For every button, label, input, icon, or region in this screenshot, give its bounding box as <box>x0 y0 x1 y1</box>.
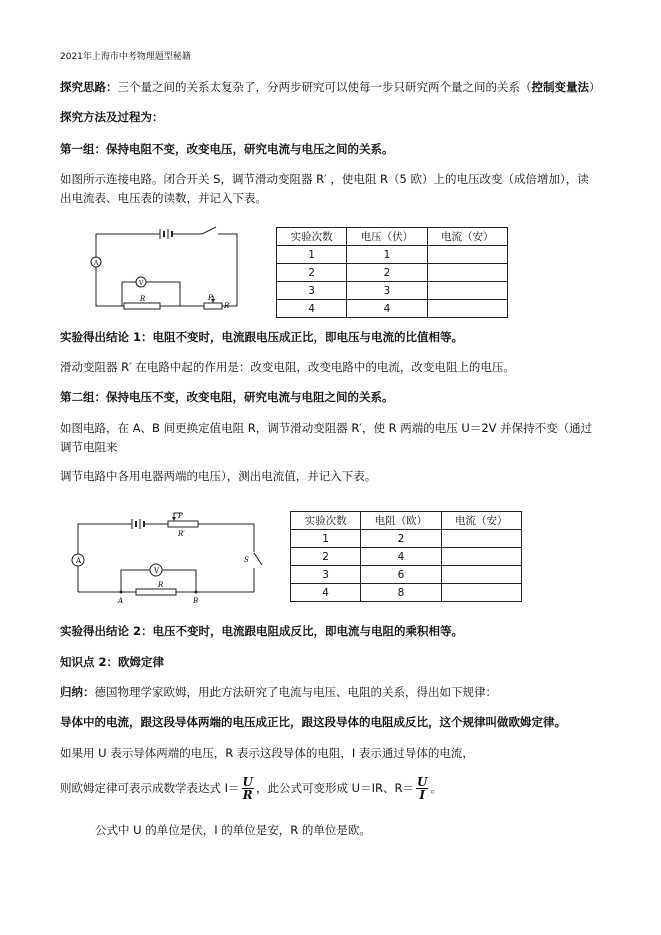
table-cell <box>427 282 507 300</box>
knowledge-point-2: 知识点 2：欧姆定律 <box>60 655 165 669</box>
resistor-icon <box>136 589 176 595</box>
group2-instructions-line1: 如图电路，在 A、B 间更换定值电阻 R，调节滑动变阻器 R′，使 R 两端的电压 U＝2V 并保持不变（通过 <box>60 421 593 435</box>
group1-instructions-line2: 出电流表、电压表的读数，并记入下表。 <box>60 191 267 205</box>
table-cell: 3 <box>277 282 347 300</box>
voltmeter-label: V <box>139 280 144 287</box>
ohms-law-formula <box>60 774 442 802</box>
table-cell: 1 <box>291 530 361 548</box>
table-cell: 2 <box>291 548 361 566</box>
circuit-diagram-2 <box>66 510 270 606</box>
table-cell <box>441 566 521 584</box>
group1-instructions-line1: 如图所示连接电路。闭合开关 S，调节滑动变阻器 R′ ，使电阻 R（5 欧）上的电压改变（成倍增加），读 <box>60 172 589 186</box>
slider-label: P <box>178 512 183 520</box>
table-cell: 4 <box>347 300 427 318</box>
group1-heading: 第一组：保持电阻不变，改变电压，研究电流与电压之间的关系。 <box>60 142 394 156</box>
formula-text-c: 。 <box>430 781 442 795</box>
table-cell: 2 <box>277 264 347 282</box>
fraction-denominator: I <box>419 788 426 802</box>
table-cell <box>427 246 507 264</box>
table-row <box>291 566 522 584</box>
switch-label: S <box>244 556 249 564</box>
fraction-numerator: U <box>242 775 254 789</box>
point-a-label: A <box>118 597 124 605</box>
fraction-denominator: R <box>242 788 253 802</box>
table-cell: 4 <box>277 300 347 318</box>
table-cell: 2 <box>361 530 441 548</box>
rheostat-icon <box>168 521 198 527</box>
table-cell: 1 <box>277 246 347 264</box>
table-header: 电压（伏） <box>347 228 427 246</box>
research-idea-label: 探究思路： <box>60 80 118 94</box>
table-cell: 3 <box>291 566 361 584</box>
table-header: 电阻（欧） <box>361 512 441 530</box>
table-row <box>277 264 508 282</box>
voltmeter-label: V <box>154 567 160 575</box>
summary-text: 德国物理学家欧姆，用此方法研究了电流与电压、电阻的关系，得出如下规律： <box>94 685 497 699</box>
table-cell: 3 <box>347 282 427 300</box>
table-header: 电流（安） <box>427 228 507 246</box>
fraction-u-over-r <box>242 776 254 801</box>
formula-text-b: ，此公式可变形成 U＝IR、R＝ <box>256 781 414 795</box>
fraction-u-over-i <box>416 776 428 801</box>
formula-text-a: 则欧姆定律可表示成数学表达式 I＝ <box>60 781 240 795</box>
fraction-numerator: U <box>416 775 428 789</box>
table-row <box>277 300 508 318</box>
research-idea-text: 三个量之间的关系太复杂了，分两步研究可以使每一步只研究两个量之间的关系（ <box>117 80 532 94</box>
rheostat-role: 滑动变阻器 R′ 在电路中起的作用是：改变电阻，改变电路中的电流，改变电阻上的电压。 <box>60 360 515 374</box>
table-header: 实验次数 <box>277 228 347 246</box>
table-cell: 2 <box>347 264 427 282</box>
table-cell: 6 <box>361 566 441 584</box>
symbol-definitions: 如果用 U 表示导体两端的电压，R 表示这段导体的电阻，I 表示通过导体的电流， <box>60 746 474 760</box>
summary-label: 归纳： <box>60 685 95 699</box>
ammeter-label: A <box>76 557 82 565</box>
group2-instructions-line2: 调节电阻来 <box>60 440 118 454</box>
table-row <box>291 530 522 548</box>
conclusion-1: 实验得出结论 1：电阻不变时，电流跟电压成正比，即电压与电流的比值相等。 <box>60 330 464 344</box>
units-statement: 公式中 U 的单位是伏，I 的单位是安，R 的单位是欧。 <box>95 823 371 837</box>
ammeter-label: A <box>94 260 99 267</box>
page-header: 2021年上海市中考物理题型秘籍 <box>60 52 191 62</box>
resistor-label: R <box>158 581 164 589</box>
table-header-row <box>291 512 522 530</box>
table-cell: 1 <box>347 246 427 264</box>
resistor-label: R <box>140 295 146 303</box>
table-header: 电流（安） <box>441 512 521 530</box>
method-heading: 探究方法及过程为： <box>60 110 164 124</box>
summary <box>60 684 497 700</box>
group2-heading: 第二组：保持电压不变，改变电阻，研究电流与电阻之间的关系。 <box>60 390 394 404</box>
control-variable-method: 控制变量法 <box>531 80 589 94</box>
table-cell <box>427 300 507 318</box>
table-cell: 4 <box>291 584 361 602</box>
ohms-law-statement: 导体中的电流，跟这段导体两端的电压成正比，跟这段导体的电阻成反比，这个规律叫做欧姆定律。 <box>60 715 566 729</box>
table-cell: 4 <box>361 548 441 566</box>
table-cell <box>427 264 507 282</box>
group2-instructions-line3: 调节电路中各用电器两端的电压），测出电流值，并记入下表。 <box>60 469 377 483</box>
table-header-row <box>277 228 508 246</box>
table-row <box>291 584 522 602</box>
table-cell <box>441 584 521 602</box>
conclusion-2: 实验得出结论 2：电压不变时，电流跟电阻成反比，即电流与电阻的乘积相等。 <box>60 624 464 638</box>
research-idea-end: ） <box>589 80 601 94</box>
data-table-1 <box>276 227 508 318</box>
resistor-icon <box>124 303 160 309</box>
rheostat-label: R′ <box>178 530 185 538</box>
table-row <box>291 548 522 566</box>
slider-label: P <box>208 294 213 302</box>
table-cell: 8 <box>361 584 441 602</box>
rheostat-label: R′ <box>224 302 231 310</box>
research-idea <box>60 79 601 95</box>
table-row <box>277 246 508 264</box>
rheostat-icon <box>204 303 222 309</box>
circuit-diagram-1 <box>82 222 244 317</box>
table-row <box>277 282 508 300</box>
table-cell <box>441 548 521 566</box>
point-b-label: B <box>193 597 199 605</box>
data-table-2 <box>290 511 522 602</box>
table-cell <box>441 530 521 548</box>
table-header: 实验次数 <box>291 512 361 530</box>
